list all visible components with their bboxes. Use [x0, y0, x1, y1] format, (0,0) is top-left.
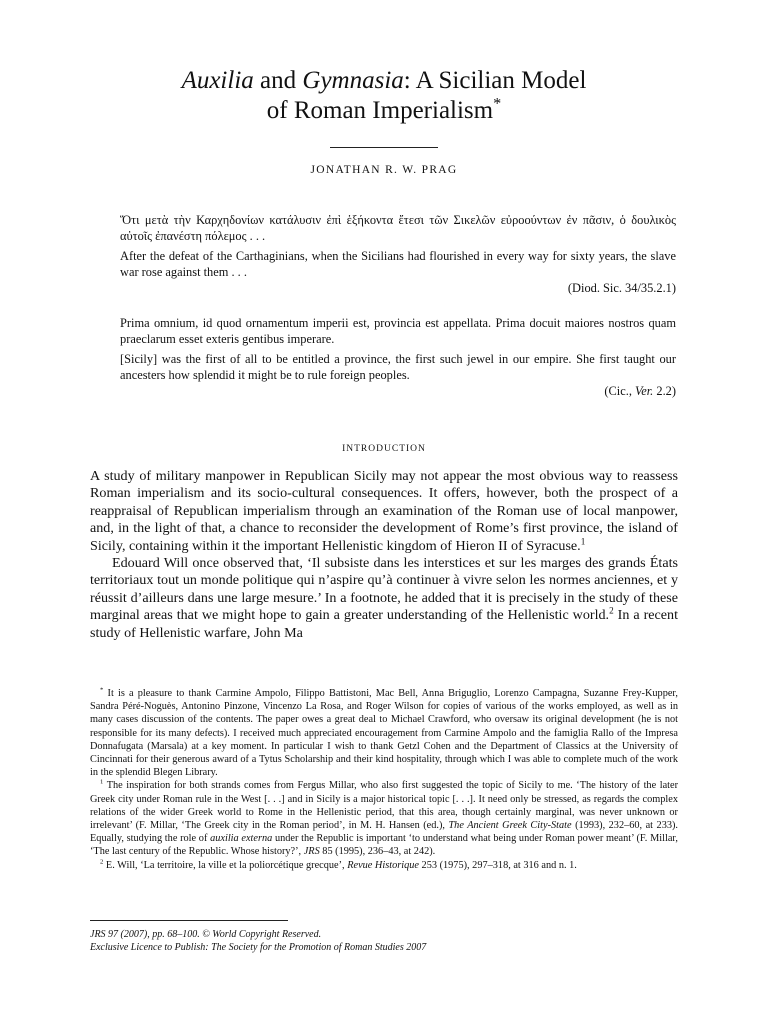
footnote-2-journal: Revue Historique — [347, 859, 419, 871]
title-divider — [330, 147, 438, 148]
latin-source-post: 2.2) — [653, 384, 676, 398]
latin-source-pre: (Cic., — [604, 384, 636, 398]
title-line-2 — [0, 96, 768, 126]
title-gymnasia: Gymnasia — [302, 67, 404, 94]
footnote-ref-2[interactable]: 2 — [609, 605, 614, 616]
body-p2-continuation: In a recent study of Hellenistic warfare, John Ma — [90, 607, 679, 641]
title-sicilian-model: : A Sicilian Model — [403, 67, 587, 94]
footnote-star-text: It is a pleasure to thank Carmine Ampolo, Filippo Battistoni, Mac Bell, Anna Briguglio, Lorenzo Campagna, Suzanne Frey-Kupper, Sandra Péré-Noguès, Antonino Pinzone, Vincenzo La Rosa, and Roger Wilson for copies of various of the works employed, as well as in many cases discussion of the contents. The paper owes a great deal to Michael Crawford, who oversaw its original development (he is not responsible for its many defects). I received much appreciated encouragement from Carmine Ampolo and the famiglia Rallo of the Impresa Donnafugata (Marsala) at a key moment. In particular I wish to thank Getzl Cohen and the Department of Classics at the University of Cincinnati for their generous award of a Tytus Scholarship and their kind hospitality, through which I was able to complete much of the work in the splendid Blegen Library. — [90, 688, 678, 779]
colophon-citation: JRS 97 (2007), pp. 68–100. © World Copyright Reserved. — [90, 929, 322, 940]
epigraph-greek-translation: After the defeat of the Carthaginians, when the Sicilians had flourished in every way for sixty years, the slave war rose against them . . . — [120, 249, 676, 279]
footnote-2-text-a: E. Will, ‘La territoire, la ville et la poliorcétique grecque’, — [103, 859, 348, 871]
footnotes — [90, 687, 678, 872]
epigraph-latin-block — [120, 315, 676, 399]
footnote-2-text-b: 253 (1975), 297–318, at 316 and n. 1. — [418, 859, 577, 871]
epigraph-latin-source — [120, 383, 676, 399]
section-heading: INTRODUCTION — [342, 444, 426, 454]
title-roman-imperialism: of Roman Imperialism — [266, 97, 494, 124]
epigraph-latin-translation: [Sicily] was the first of all to be entitled a province, the first such jewel in our empire. She first taught our ancesters how splendid it might be to rule foreign peoples. — [120, 352, 676, 382]
article-title — [0, 66, 768, 126]
footnote-1-text-c: under the Republic is important ‘to understand what being under Roman power meant’ (F. Millar, ‘The last century of the Republic. Whose history?’, — [90, 833, 678, 858]
title-and: and — [253, 67, 303, 94]
title-footnote-mark[interactable]: * — [493, 94, 502, 113]
title-auxilia: Auxilia — [181, 67, 254, 94]
title-line-1 — [182, 67, 587, 94]
footnote-2 — [90, 859, 678, 872]
epigraph-greek-source: (Diod. Sic. 34/35.2.1) — [567, 281, 676, 295]
footnote-1-title-a: The Ancient Greek City-State — [448, 820, 572, 832]
colophon-licence: Exclusive Licence to Publish: The Society for the Promotion of Roman Studies 2007 — [90, 941, 427, 953]
body-paragraph-1 — [90, 468, 678, 555]
footnote-1-mark: 1 — [100, 779, 104, 786]
body-p1-text: A study of military manpower in Republican Sicily may not appear the most obvious way to reassess Roman imperialism and its socio-cultural consequences. It offers, however, both the prospect of a reappraisal of Republican imperialism through an examination of the Roman use of local manpower, and, in the light of that, a chance to reconsider the development of Rome’s first province, the island of Sicily, containing within it the important Hellenistic kingdom of Hieron II of Syracuse. — [90, 468, 678, 554]
footnote-2-mark: 2 — [100, 858, 104, 866]
footnote-1-text-a: The inspiration for both strands comes from Fergus Millar, who also first suggested the topic of Sicily to me. ‘The history of the later Greek city under Roman rule in the West [. . .] and in Sicily is a major historical topic [. . .]. It need only be stressed, as regards the complex relations of the wider Greek world to Rome in the Hellenistic period, that this area, though certainly marginal, was never unknown or irrelevant’ (F. Millar, ‘The Greek city in the Roman period’, in M. H. Hansen (ed.), — [90, 780, 678, 832]
author-name: JONATHAN R. W. PRAG — [310, 164, 458, 176]
body-p2-text: Edouard Will once observed that, ‘Il subsiste dans les interstices et sur les marges des grands États territoriaux tout un monde politique qui n’aspire qu’à continuer à vivre selon les normes anciennes, et y réussit d’ailleurs dans une large mesure.’ In a footnote, he added that it is precisely in the study of these marginal areas that we might hope to gain a greater understanding of the Hellenistic world. — [90, 555, 678, 624]
footnote-star — [90, 687, 678, 779]
epigraph-latin: Prima omnium, id quod ornamentum imperii est, provincia est appellata. Prima docuit maiores nostros quam praeclarum esset exteris gentibus imperare. — [120, 316, 676, 346]
footnote-1-text-b: (1993), 232–60, at 233). Equally, studying the role of — [90, 820, 678, 845]
body-paragraph-2 — [90, 555, 678, 642]
colophon-divider — [90, 920, 288, 921]
footnote-1-text-d: 85 (1995), 236–43, at 242). — [319, 846, 436, 858]
epigraph-greek-block — [120, 212, 676, 296]
latin-source-work: Ver. — [635, 384, 654, 398]
colophon — [90, 929, 678, 954]
footnote-ref-1[interactable]: 1 — [580, 535, 586, 546]
body-text — [90, 468, 678, 642]
epigraph-greek: Ὅτι μετὰ τὴν Καρχηδονίων κατάλυσιν ἐπὶ ἑξήκοντα ἔτεσι τῶν Σικελῶν εὐροούντων ἐν πᾶσιν, ὁ δουλικὸς αὐτοῖς ἐπανέστη πόλεμος . . . — [120, 213, 676, 243]
footnote-star-mark: * — [100, 686, 104, 694]
footnote-1-term: auxilia externa — [210, 833, 273, 845]
footnote-1-journal: JRS — [303, 846, 320, 858]
footnote-1 — [90, 779, 678, 858]
